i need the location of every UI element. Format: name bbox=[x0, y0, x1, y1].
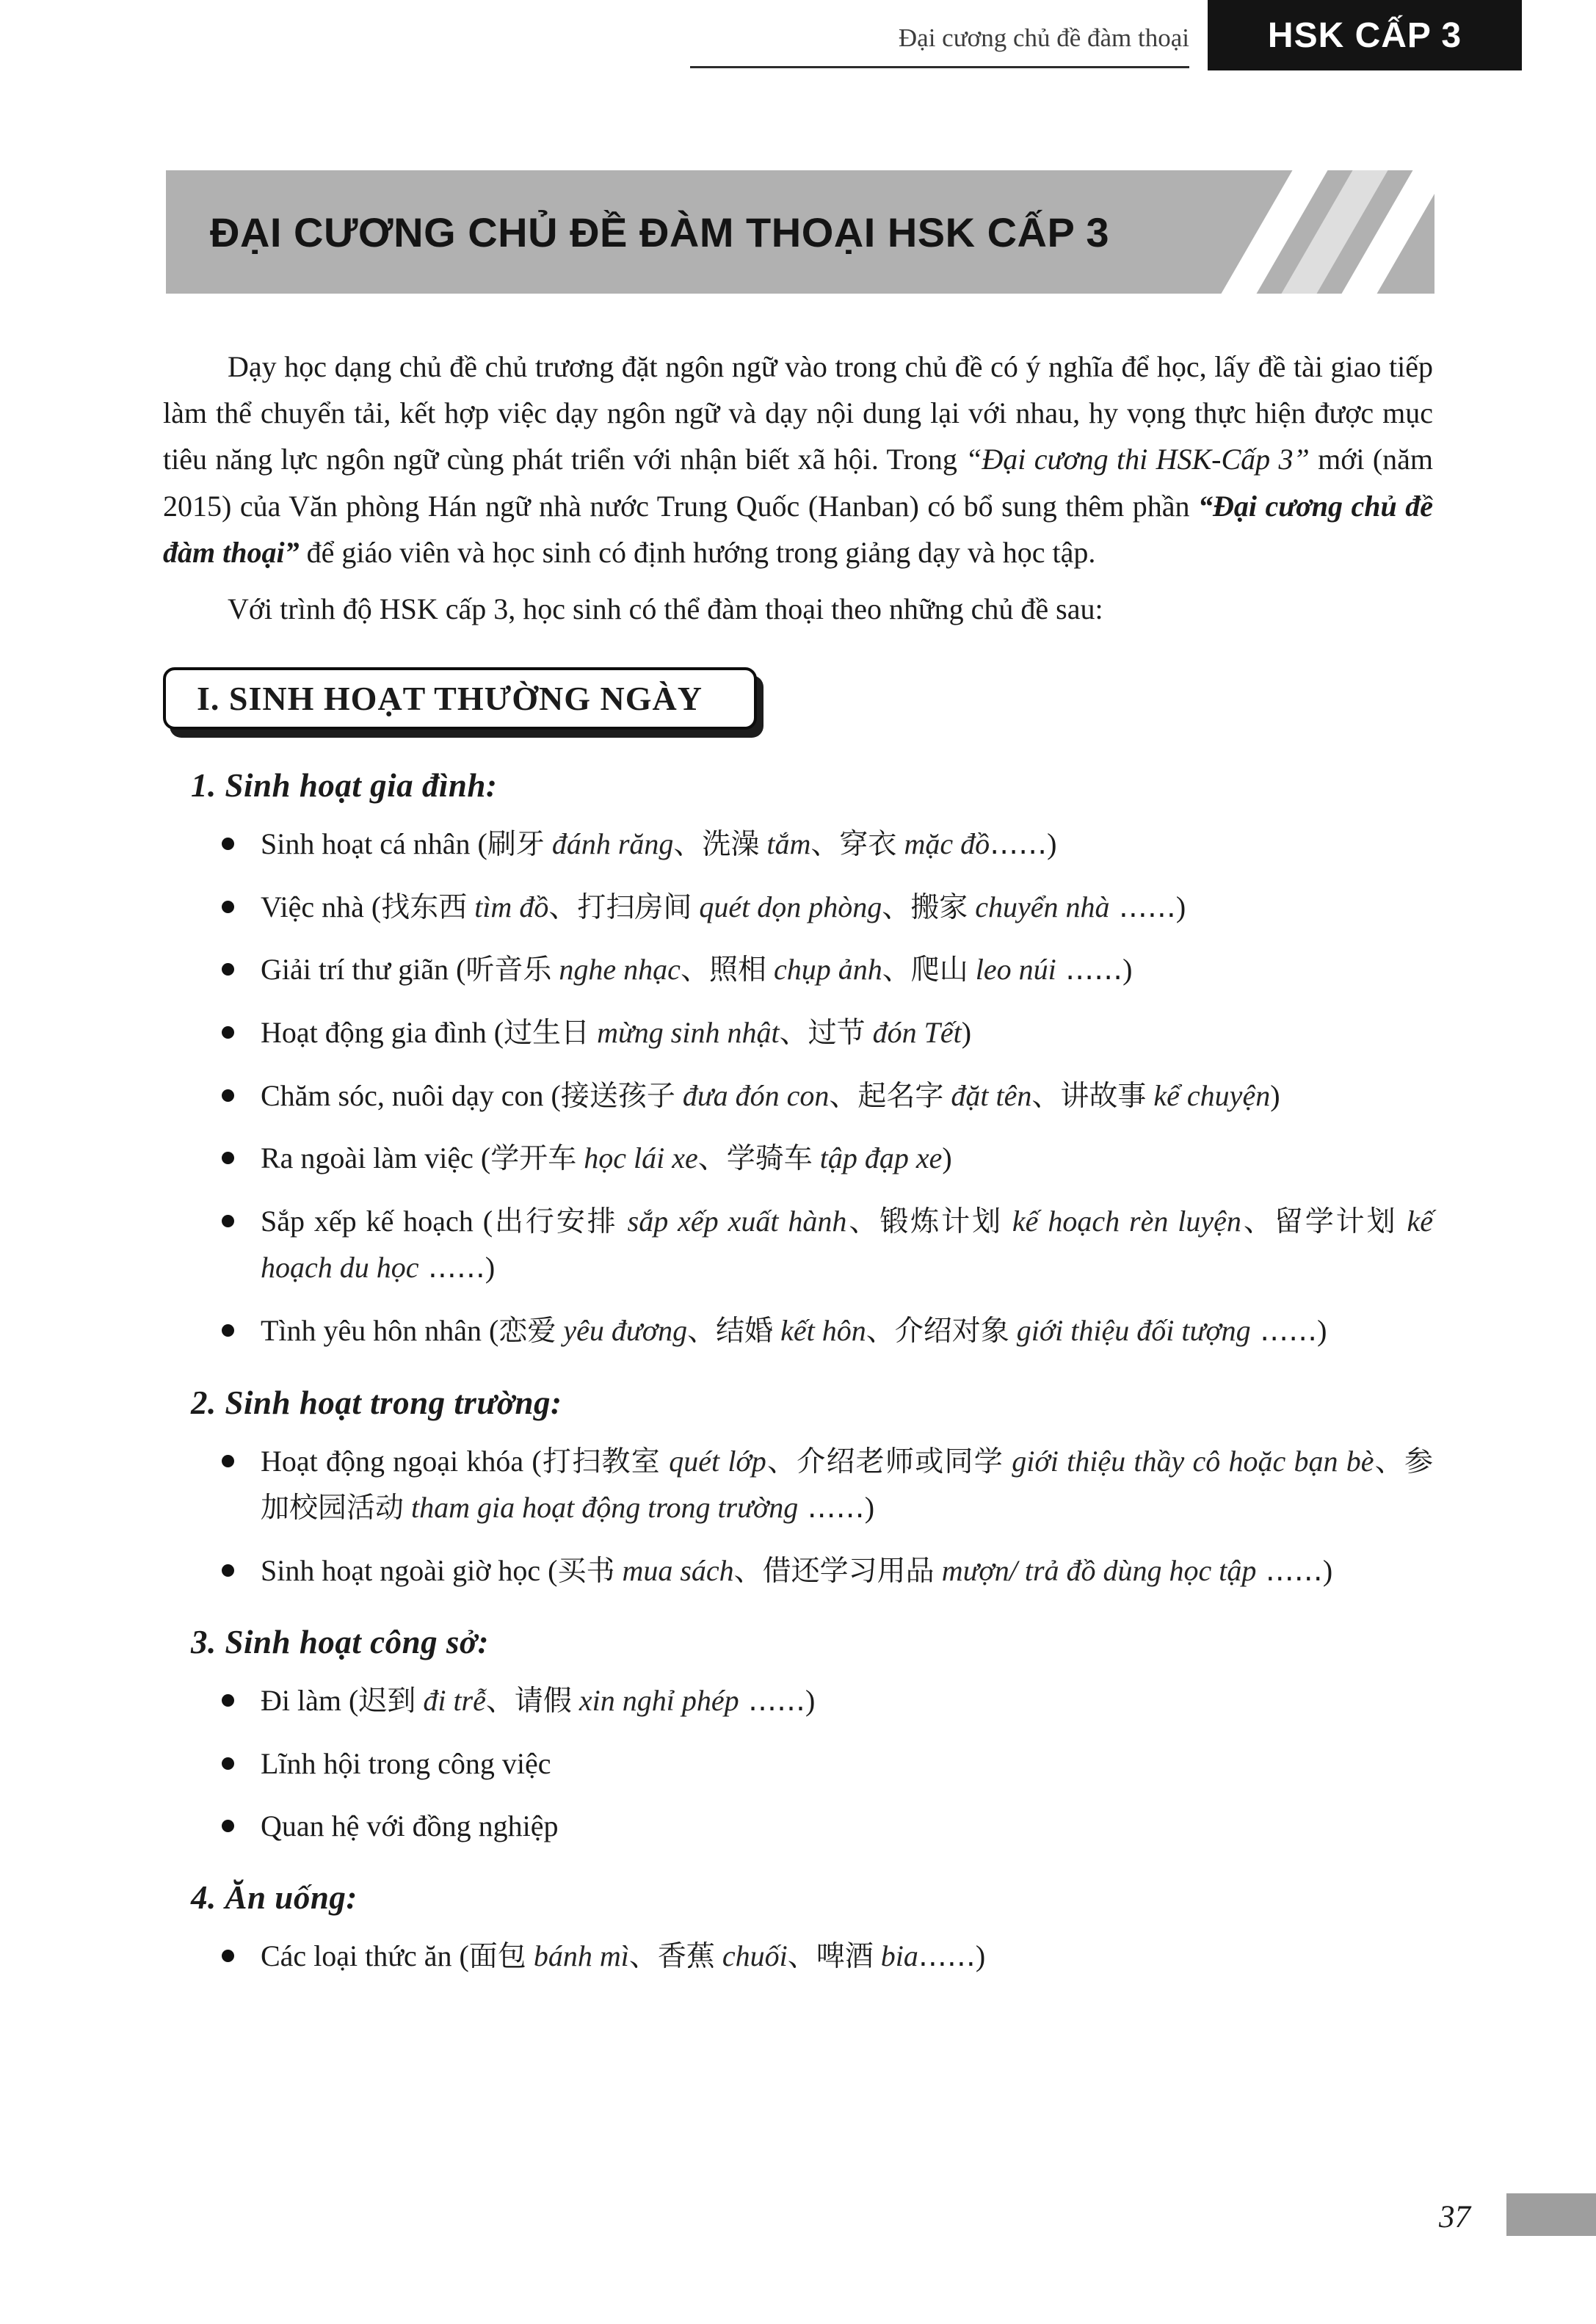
text-segment: đánh răng bbox=[544, 827, 674, 861]
chapter-title-banner bbox=[166, 170, 1434, 294]
text-segment: bia bbox=[873, 1939, 918, 1973]
page-number: 37 bbox=[1439, 2200, 1470, 2234]
list-item bbox=[222, 1198, 1433, 1291]
text-segment: Đi làm ( bbox=[261, 1684, 359, 1718]
text-segment: 恋爱 bbox=[498, 1315, 556, 1348]
text-segment: ) bbox=[975, 1939, 986, 1973]
text-segment: Quan hệ với đồng nghiệp bbox=[261, 1809, 559, 1843]
text-segment: 、锻炼计划 bbox=[846, 1205, 1003, 1238]
text-segment: nghe nhạc bbox=[551, 953, 681, 987]
list-item bbox=[222, 1135, 1433, 1182]
text-segment: 、爬山 bbox=[882, 954, 968, 987]
text-segment: 、啤酒 bbox=[787, 1940, 874, 1974]
text-segment: kế hoạch rèn luyện bbox=[1003, 1204, 1241, 1238]
text-segment: tắm bbox=[759, 827, 811, 861]
text-segment: 、打扫房间 bbox=[548, 890, 692, 924]
text-segment: 、照相 bbox=[680, 954, 766, 987]
bullet-icon bbox=[222, 1950, 234, 1962]
text-segment: sắp xếp xuất hành bbox=[617, 1204, 847, 1238]
text-segment: ) bbox=[1122, 953, 1133, 987]
text-segment: 、搬家 bbox=[882, 890, 968, 924]
text-segment: 听音乐 bbox=[465, 954, 552, 987]
bullet-icon bbox=[222, 838, 234, 850]
text-segment: 、起名字 bbox=[829, 1079, 944, 1113]
list-item-text bbox=[261, 1438, 1433, 1531]
text-segment: “Đại cương chủ đề đàm thoại” bbox=[163, 489, 1433, 569]
text-segment: kể chuyện bbox=[1146, 1078, 1271, 1112]
text-segment: tập đạp xe bbox=[812, 1141, 943, 1175]
intro-paragraph bbox=[163, 344, 1433, 575]
text-segment: 、留学计划 bbox=[1241, 1205, 1398, 1238]
text-segment: ) bbox=[1175, 890, 1186, 923]
text-segment: giới thiệu thầy cô hoặc bạn bè bbox=[1004, 1444, 1374, 1478]
text-segment: Các loại thức ăn ( bbox=[261, 1939, 469, 1973]
text-segment: ) bbox=[1317, 1314, 1327, 1347]
bullet-icon bbox=[222, 1026, 234, 1039]
text-segment: Ra ngoài làm việc ( bbox=[261, 1141, 491, 1175]
list-item bbox=[222, 1677, 1433, 1724]
text-segment: …… bbox=[918, 1940, 976, 1974]
list-item-text bbox=[261, 946, 1433, 993]
list-item bbox=[222, 1072, 1433, 1119]
text-segment: 面包 bbox=[468, 1940, 526, 1974]
text-segment: học lái xe bbox=[576, 1141, 698, 1175]
text-segment: Tình yêu hôn nhân ( bbox=[261, 1314, 499, 1347]
text-segment: Lĩnh hội trong công việc bbox=[261, 1747, 551, 1781]
text-segment: giới thiệu đối tượng bbox=[1009, 1314, 1251, 1347]
hsk-level-corner-badge bbox=[1208, 0, 1522, 70]
text-segment: 、穿衣 bbox=[810, 828, 897, 862]
text-segment: 刷牙 bbox=[487, 828, 545, 862]
text-segment: kết hôn bbox=[773, 1314, 866, 1347]
text-segment: 过生日 bbox=[504, 1016, 590, 1050]
text-segment: quét dọn phòng bbox=[692, 890, 882, 923]
text-segment: đưa đón con bbox=[675, 1078, 830, 1112]
list-item-text bbox=[261, 1740, 1433, 1787]
list-item bbox=[222, 1547, 1433, 1594]
section-heading: 1. Sinh hoạt gia đình: bbox=[191, 767, 498, 805]
text-segment: Hoạt động ngoại khóa ( bbox=[261, 1444, 542, 1478]
text-segment: để giáo viên và học sinh có định hướng trong giảng dạy và học tập. bbox=[299, 535, 1096, 569]
text-segment: 、讲故事 bbox=[1031, 1079, 1147, 1113]
list-item bbox=[222, 1933, 1433, 1980]
text-segment: mua sách bbox=[614, 1553, 734, 1587]
list-item bbox=[222, 884, 1433, 931]
bullet-list bbox=[222, 1933, 1433, 1980]
text-segment: Sắp xếp kế hoạch ( bbox=[261, 1204, 493, 1238]
bullet-icon bbox=[222, 1820, 234, 1832]
list-item bbox=[222, 1740, 1433, 1787]
text-segment: Sinh hoạt cá nhân ( bbox=[261, 827, 487, 861]
text-segment: Chăm sóc, nuôi dạy con ( bbox=[261, 1078, 561, 1112]
text-segment: 迟到 bbox=[358, 1685, 416, 1718]
list-item-text bbox=[261, 1135, 1433, 1182]
chapter-title: ĐẠI CƯƠNG CHỦ ĐỀ ĐÀM THOẠI HSK CẤP 3 bbox=[210, 208, 1110, 255]
list-item-text bbox=[261, 1009, 1433, 1056]
section-heading: 4. Ăn uống: bbox=[191, 1879, 358, 1917]
text-segment: …… bbox=[1256, 1554, 1323, 1588]
list-item-text bbox=[261, 1803, 1433, 1849]
list-item bbox=[222, 1438, 1433, 1531]
bullet-icon bbox=[222, 1215, 234, 1227]
list-item-text bbox=[261, 1198, 1433, 1291]
text-segment: chụp ảnh bbox=[766, 953, 882, 987]
text-segment: leo núi bbox=[968, 953, 1056, 987]
text-segment: ) bbox=[864, 1491, 875, 1525]
bullet-icon bbox=[222, 963, 234, 976]
text-segment: xin nghỉ phép bbox=[571, 1684, 739, 1718]
text-segment: quét lớp bbox=[660, 1444, 766, 1478]
bullet-icon bbox=[222, 1324, 234, 1337]
text-segment: Hoạt động gia đình ( bbox=[261, 1015, 504, 1049]
text-segment: bánh mì bbox=[526, 1939, 629, 1973]
text-segment: 、介绍老师或同学 bbox=[766, 1445, 1004, 1478]
text-segment: mới (năm 2015) của Văn phòng Hán ngữ nhà nước Trung Quốc (Hanban) có bổ sung thêm phần bbox=[163, 443, 1434, 523]
text-segment: ) bbox=[1322, 1553, 1333, 1587]
text-segment: …… bbox=[418, 1252, 485, 1285]
text-segment: ) bbox=[1270, 1078, 1280, 1112]
text-segment: 出行安排 bbox=[493, 1205, 618, 1238]
text-segment: mặc đồ bbox=[896, 827, 990, 861]
text-segment: 找东西 bbox=[381, 890, 468, 924]
text-segment: Dạy học dạng chủ đề chủ trương đặt ngôn ngữ vào trong chủ đề có ý nghĩa để học, lấy đề tài giao tiếp làm thể chuyển tải, kết hợp việc dạy ngôn ngữ và dạy nội dung lại với nhau, hy vọng thực hiện được mục tiêu năng lực ngôn ngữ cùng phát triển với nhận biết xã hội. Trong bbox=[163, 350, 1433, 476]
text-segment: Giải trí thư giãn ( bbox=[261, 953, 466, 987]
list-item-text bbox=[261, 1547, 1433, 1594]
list-item bbox=[222, 946, 1433, 993]
bullet-icon bbox=[222, 1564, 234, 1577]
text-segment: …… bbox=[1250, 1315, 1318, 1348]
text-segment: “Đại cương thi HSK-Cấp 3” bbox=[965, 443, 1310, 476]
section-heading: 2. Sinh hoạt trong trường: bbox=[191, 1384, 562, 1421]
topic-box: I. SINH HOẠT THƯỜNG NGÀY bbox=[163, 667, 757, 730]
text-segment: đi trễ bbox=[416, 1684, 486, 1718]
running-header-title: Đại cương chủ đề đàm thoại bbox=[898, 23, 1189, 52]
text-segment: Sinh hoạt ngoài giờ học ( bbox=[261, 1553, 558, 1587]
bullet-icon bbox=[222, 1694, 234, 1707]
text-segment: 、结婚 bbox=[687, 1315, 774, 1348]
list-item-text bbox=[261, 1307, 1433, 1354]
lead-sentence: Với trình độ HSK cấp 3, học sinh có thể đàm thoại theo những chủ đề sau: bbox=[228, 592, 1103, 625]
list-item-text bbox=[261, 1072, 1433, 1119]
text-segment: tìm đồ bbox=[467, 890, 549, 923]
text-segment: ) bbox=[805, 1684, 816, 1718]
list-item-text bbox=[261, 1933, 1433, 1980]
text-segment: …… bbox=[1109, 890, 1176, 924]
text-segment: ) bbox=[961, 1015, 972, 1049]
hsk-level-label: HSK CẤP 3 bbox=[1267, 15, 1462, 55]
text-segment: ) bbox=[1047, 827, 1057, 861]
text-segment: 、参加校园活动 bbox=[261, 1445, 1433, 1525]
text-segment: chuối bbox=[714, 1939, 788, 1973]
page-content bbox=[163, 344, 1433, 1996]
text-segment: mượn/ trả đồ dùng học tập bbox=[934, 1553, 1257, 1587]
text-segment: …… bbox=[1056, 954, 1123, 987]
text-segment: mừng sinh nhật bbox=[590, 1015, 780, 1049]
text-segment: kế hoạch du học bbox=[261, 1204, 1433, 1285]
list-item-text bbox=[261, 821, 1433, 868]
text-segment: 接送孩子 bbox=[560, 1079, 675, 1113]
bullet-icon bbox=[222, 1455, 234, 1467]
list-item bbox=[222, 1009, 1433, 1056]
text-segment: …… bbox=[798, 1492, 865, 1525]
text-segment: ) bbox=[485, 1251, 496, 1285]
text-segment: 、香蕉 bbox=[628, 1940, 715, 1974]
list-item bbox=[222, 821, 1433, 868]
text-segment: 、借还学习用品 bbox=[733, 1554, 935, 1588]
bullet-list bbox=[222, 821, 1433, 1354]
list-item bbox=[222, 1307, 1433, 1354]
text-segment: yêu đương bbox=[556, 1314, 688, 1347]
text-segment: 学开车 bbox=[490, 1142, 577, 1176]
header-rule bbox=[690, 66, 1189, 68]
text-segment: 、请假 bbox=[485, 1685, 572, 1718]
text-segment: 买书 bbox=[557, 1554, 615, 1588]
text-segment: 、学骑车 bbox=[697, 1142, 813, 1176]
text-segment: …… bbox=[739, 1685, 806, 1718]
text-segment: ) bbox=[942, 1141, 952, 1175]
bullet-icon bbox=[222, 901, 234, 913]
text-segment: 、介绍对象 bbox=[866, 1315, 1009, 1348]
text-segment: chuyển nhà bbox=[968, 890, 1110, 923]
list-item-text bbox=[261, 1677, 1433, 1724]
footer-bar-decoration bbox=[1506, 2193, 1596, 2236]
bullet-icon bbox=[222, 1152, 234, 1164]
text-segment: Việc nhà ( bbox=[261, 890, 382, 923]
text-segment: tham gia hoạt động trong trường bbox=[404, 1491, 799, 1525]
text-segment: 、过节 bbox=[779, 1016, 866, 1050]
text-segment: 、洗澡 bbox=[673, 828, 760, 862]
text-segment: 打扫教室 bbox=[541, 1445, 661, 1478]
text-segment: đón Tết bbox=[865, 1015, 962, 1049]
bullet-icon bbox=[222, 1757, 234, 1770]
sections bbox=[163, 766, 1433, 1980]
section-heading: 3. Sinh hoạt công sở: bbox=[191, 1624, 490, 1661]
text-segment: đặt tên bbox=[943, 1078, 1032, 1112]
list-item bbox=[222, 1803, 1433, 1849]
list-item-text bbox=[261, 884, 1433, 931]
bullet-list bbox=[222, 1438, 1433, 1594]
text-segment: …… bbox=[990, 828, 1048, 862]
bullet-list bbox=[222, 1677, 1433, 1849]
bullet-icon bbox=[222, 1089, 234, 1102]
